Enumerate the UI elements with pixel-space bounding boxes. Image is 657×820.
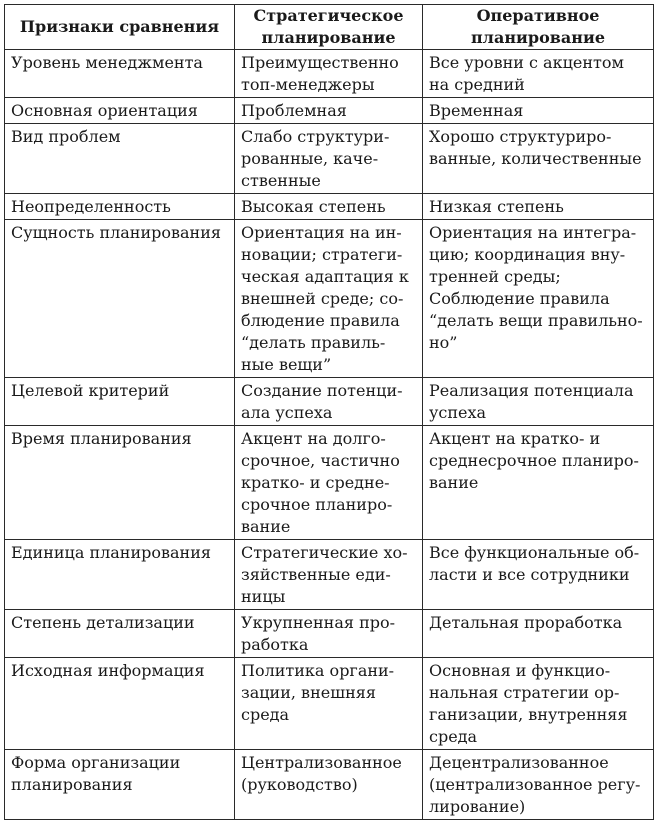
table-row — [5, 98, 654, 124]
row-label: Вид проблем — [5, 124, 235, 194]
row-label: Сущность планирования — [5, 220, 235, 378]
operational-cell: Реализация потенциала успеха — [423, 378, 654, 426]
table-row — [5, 378, 654, 426]
strategic-cell: Слабо структури- рованные, каче- ственные — [235, 124, 423, 194]
header-strategic-planning: Стратегическое планирование — [235, 5, 423, 50]
table-row — [5, 610, 654, 658]
strategic-cell: Централизованное (руководство) — [235, 750, 423, 820]
planning-comparison-table — [4, 4, 654, 820]
row-label: Основная ориентация — [5, 98, 235, 124]
table-row — [5, 750, 654, 820]
header-operational-planning: Оперативное планирование — [423, 5, 654, 50]
table-row — [5, 194, 654, 220]
operational-cell: Временная — [423, 98, 654, 124]
strategic-cell: Акцент на долго- срочное, частично кратко- и средне- срочное планиро- вание — [235, 426, 423, 540]
row-label: Целевой критерий — [5, 378, 235, 426]
table-row — [5, 50, 654, 98]
row-label: Время планирования — [5, 426, 235, 540]
header-criteria: Признаки сравнения — [5, 5, 235, 50]
strategic-cell: Проблемная — [235, 98, 423, 124]
operational-cell: Все функциональные об- ласти и все сотрудники — [423, 540, 654, 610]
operational-cell: Детальная проработка — [423, 610, 654, 658]
table-row — [5, 426, 654, 540]
comparison-table-wrapper — [4, 4, 654, 820]
row-label: Уровень менеджмента — [5, 50, 235, 98]
row-label: Степень детализации — [5, 610, 235, 658]
table-row — [5, 658, 654, 750]
strategic-cell: Ориентация на ин- новации; стратеги- ческая адаптация к внешней среде; со- блюдение правила “делать правиль- ные вещи” — [235, 220, 423, 378]
strategic-cell: Укрупненная про- работка — [235, 610, 423, 658]
operational-cell: Основная и функцио- нальная стратегии ор- ганизации, внутренняя среда — [423, 658, 654, 750]
operational-cell: Все уровни с акцентом на средний — [423, 50, 654, 98]
strategic-cell: Высокая степень — [235, 194, 423, 220]
operational-cell: Низкая степень — [423, 194, 654, 220]
strategic-cell: Политика органи- зации, внешняя среда — [235, 658, 423, 750]
table-row — [5, 220, 654, 378]
row-label: Неопределенность — [5, 194, 235, 220]
strategic-cell: Стратегические хо- зяйственные еди- ницы — [235, 540, 423, 610]
row-label: Исходная информация — [5, 658, 235, 750]
strategic-cell: Преимущественно топ-менеджеры — [235, 50, 423, 98]
operational-cell: Ориентация на интегра- цию; координация вну- тренней среды; Соблюдение правила “делать вещи правильно- но” — [423, 220, 654, 378]
row-label: Форма организации планирования — [5, 750, 235, 820]
operational-cell: Акцент на кратко- и среднесрочное планиро- вание — [423, 426, 654, 540]
strategic-cell: Создание потенци- ала успеха — [235, 378, 423, 426]
row-label: Единица планирования — [5, 540, 235, 610]
operational-cell: Хорошо структуриро- ванные, количественные — [423, 124, 654, 194]
table-row — [5, 540, 654, 610]
table-row — [5, 124, 654, 194]
operational-cell: Децентрализованное (централизованное регу- лирование) — [423, 750, 654, 820]
table-header-row — [5, 5, 654, 50]
